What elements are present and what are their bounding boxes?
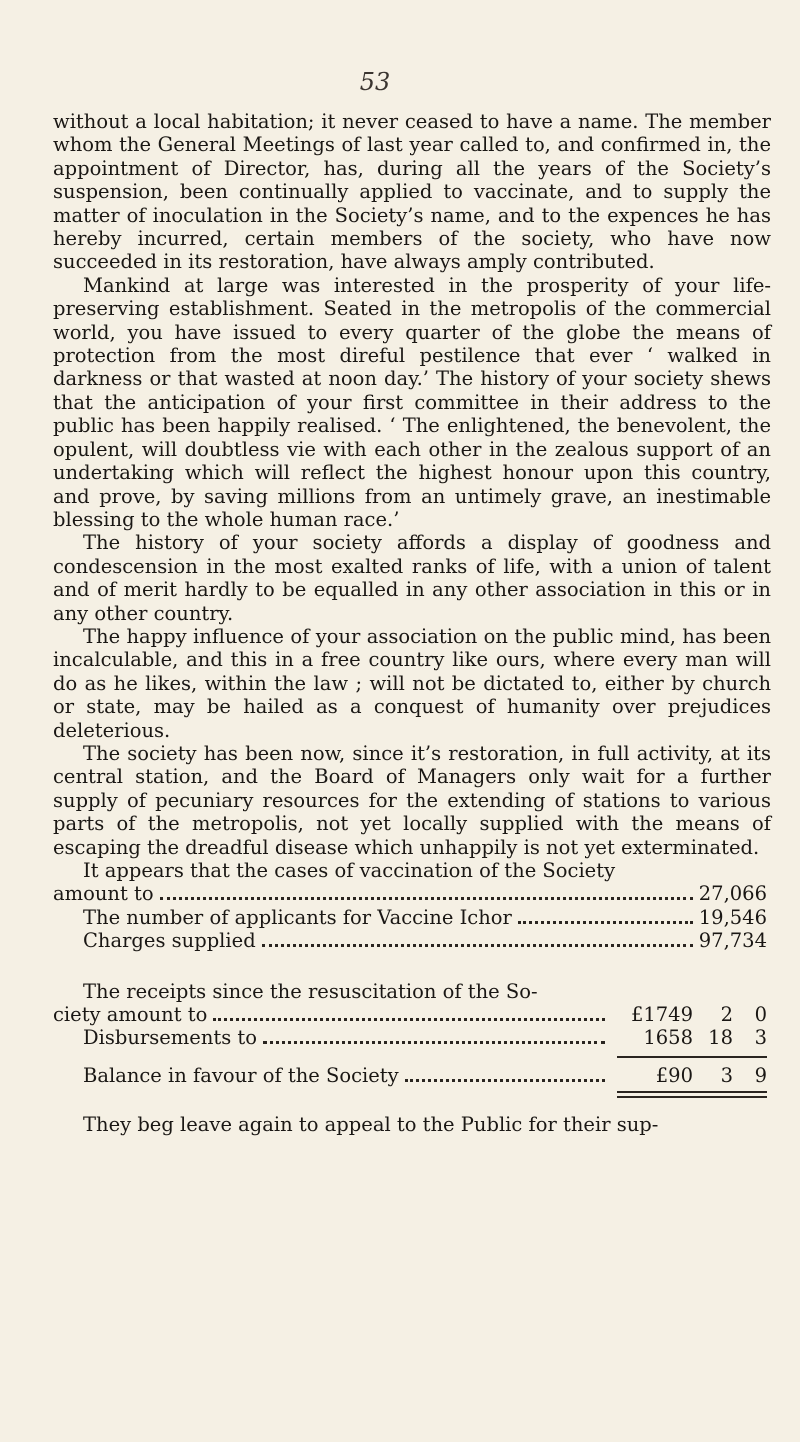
- body-text: [53, 110, 771, 1137]
- pence: 3: [754, 1026, 767, 1050]
- shillings: 18: [708, 1026, 733, 1050]
- rule-line: [617, 1091, 767, 1093]
- accounts-intro: The receipts since the resuscitation of the So-: [83, 979, 538, 1003]
- pounds: £1749: [630, 1003, 693, 1027]
- stat-label: amount to: [53, 882, 154, 906]
- balance-row: [83, 1064, 767, 1087]
- disbursements-label: Disbursements to: [83, 1026, 257, 1050]
- vaccination-statistics: [53, 859, 771, 953]
- pounds: £90: [655, 1063, 693, 1087]
- rule-line: [617, 1096, 767, 1098]
- dot-leader: [405, 1079, 605, 1082]
- pence: 9: [754, 1063, 767, 1087]
- stat-value: 27,066: [698, 882, 767, 906]
- dot-leader: [518, 921, 693, 924]
- stat-value: 97,734: [698, 929, 767, 953]
- paragraph: without a local habitation; it never ceased to have a name. The member whom the General Meetings of last year called to, and confirmed in, the appointment of Director, has, during all the years of the Society’s suspension, been continually applied to vaccinate, and to supply the matter of inoculation in the Society’s name, and to the expences he has hereby incurred, certain members of the society, who have now succeeded in its restoration, have always amply contributed.: [53, 110, 771, 274]
- sum-rule: [53, 1050, 771, 1064]
- paragraph: The society has been now, since it’s restoration, in full activity, at its central station, and the Board of Managers only wait for a further supply of pecuniary resources for the extending of stations to various parts of the metropolis, not yet locally supplied with the means of escaping the dreadful disease which unhappily is not yet exterminated.: [53, 741, 771, 859]
- total-double-rule: [53, 1087, 771, 1101]
- rule-line: [617, 1056, 767, 1058]
- shillings: 2: [720, 1003, 733, 1027]
- dot-leader: [213, 1018, 605, 1021]
- disbursements-row: [83, 1026, 767, 1049]
- stat-label: The number of applicants for Vaccine Ichor: [83, 905, 512, 929]
- dot-leader: [263, 1041, 605, 1044]
- receipts-label: ciety amount to: [53, 1003, 208, 1027]
- stat-value: 19,546: [698, 905, 767, 929]
- financial-account: [53, 980, 771, 1102]
- paragraph: Mankind at large was interested in the prosperity of your life-preserving establishment. Seated in the metropolis of the commercial world, you have issued to every quarter of the globe the means of protection from the most direful pestilence that ever ‘ walked in darkness or that wasted at noon day.’ The history of your society shews that the anticipation of your first committee in their address to the public has been happily realised. ‘ The enlightened, the benevolent, the opulent, will doubtless vie with each other in the zealous support of an undertaking which will reflect the highest honour upon this country, and prove, by saving millions from an untimely grave, an inestimable blessing to the whole human race.’: [53, 273, 771, 531]
- dot-leader: [262, 944, 693, 947]
- balance-label: Balance in favour of the Society: [83, 1063, 399, 1087]
- stat-row: [83, 906, 767, 929]
- pounds: 1658: [643, 1026, 693, 1050]
- dot-leader: [160, 897, 693, 900]
- paragraph: The history of your society affords a display of goodness and condescension in the most exalted ranks of life, with a union of talent and of merit hardly to be equalled in any other association in this or in any other country.: [53, 531, 771, 625]
- stat-row: [53, 882, 767, 905]
- page-number: 53: [359, 68, 391, 96]
- stat-label: Charges supplied: [83, 929, 256, 953]
- receipts-row: [53, 1003, 767, 1026]
- section-gap: [53, 953, 771, 980]
- stats-intro: It appears that the cases of vaccination of the Society: [83, 859, 616, 882]
- paragraph: The happy influence of your association on the public mind, has been incalculable, and this in a free country like ours, where every man will do as he likes, within the law ; will not be dictated to, either by church or state, may be hailed as a conquest of humanity over prejudices deleterious.: [53, 624, 771, 742]
- closing-line: They beg leave again to appeal to the Public for their sup-: [83, 1113, 659, 1137]
- shillings: 3: [720, 1063, 733, 1087]
- pence: 0: [754, 1003, 767, 1027]
- stat-row: [83, 929, 767, 952]
